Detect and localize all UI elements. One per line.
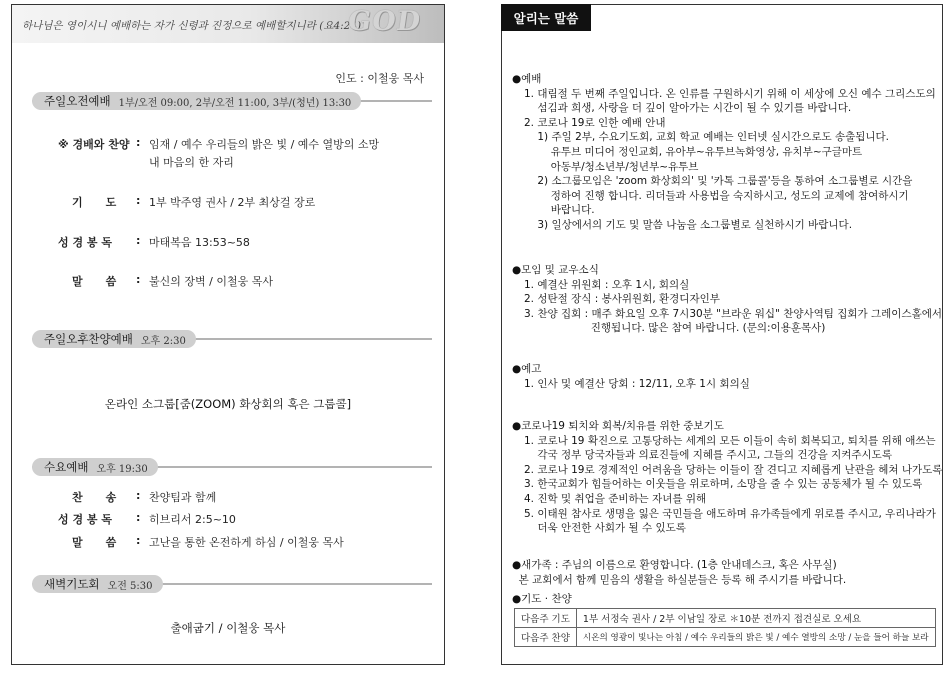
prayer-praise-heading: ●기도 · 찬양 [512, 593, 572, 605]
meetings-news [512, 263, 943, 336]
sermon-value: 고난을 통한 온전하게 하심 / 이철웅 목사 [149, 536, 344, 549]
worship-leader: 인도 : 이철웅 목사 [335, 72, 424, 85]
newcomer-line: 본 교회에서 함께 믿음의 생활을 하실분들은 등록 해 주시기를 바랍니다. [512, 573, 847, 586]
praise-label: ※ 경배와 찬양 [58, 138, 130, 151]
list-item: 1. 코로나 19 확진으로 고통당하는 세계의 모든 이들이 속히 회복되고, 퇴치를 위해 애쓰는 [524, 434, 936, 447]
section-title: 주일오전예배 [44, 94, 111, 108]
prayer-label: 기 도 [72, 196, 117, 209]
list-item: 각국 정부 당국자들과 의료진들에 지혜를 주시고, 그들의 건강을 지켜주시도록 [524, 449, 892, 462]
list-item: 더욱 안전한 사회가 될 수 있도록 [524, 522, 686, 535]
upcoming-notice [512, 362, 932, 391]
praise-value: 임재 / 예수 우리들의 밝은 빛 / 예수 열방의 소망 [149, 138, 380, 151]
list-item: 유투브 미디어 정인교회, 유아부~유투브녹화영상, 유치부~구글마트 [524, 145, 863, 158]
list-item: 아동부/청소년부/청년부~유투브 [524, 160, 699, 173]
list-item: 섬김과 희생, 사랑을 더 깊이 알아가는 시간이 될 수 있기를 바랍니다. [524, 102, 852, 115]
covid-heading: ●코로나19 퇴치와 회복/치유를 위한 중보기도 [512, 420, 724, 432]
table-value: 1부 서정숙 권사 / 2부 이남일 장로 ＊10분 전까지 접견실로 오세요 [576, 609, 935, 628]
section-dawn-prayer [32, 575, 432, 593]
scripture-reading-value: 히브리서 2:5~10 [149, 513, 236, 526]
worship-announcements [512, 72, 936, 233]
section-time: 오전 5:30 [107, 580, 153, 592]
list-item: 3. 한국교회가 힘들어하는 이웃들을 위로하며, 소망을 줄 수 있는 공동체가 될 수 있도록 [524, 478, 923, 491]
god-logo: GOD [345, 6, 424, 37]
meetings-heading: ●모임 및 교우소식 [512, 264, 599, 276]
list-item: 1. 예결산 위원회 : 오후 1시, 회의실 [524, 278, 690, 291]
covid-intercession [512, 419, 943, 536]
scripture-reading-value: 마태복음 13:53~58 [149, 236, 250, 249]
hymn-value: 찬양팀과 함께 [149, 491, 217, 504]
list-item: 정하여 진행 합니다. 리더들과 사용법을 숙지하시고, 성도의 교제에 참여하시기 [524, 189, 909, 202]
verse-banner [12, 5, 444, 43]
sermon-label: 말 씀 [72, 536, 117, 549]
section-title: 새벽기도회 [44, 577, 100, 591]
praise-value-2: 내 마음의 한 자리 [149, 156, 234, 169]
scripture-verse: 하나님은 영이시니 예배하는 자가 신령과 진정으로 예배할지니라 (요4:24) [22, 20, 362, 32]
afternoon-online-note: 온라인 소그룹[줌(ZOOM) 화상회의 혹은 그룹콜] [104, 397, 352, 411]
worship-heading: ●예배 [512, 73, 542, 85]
table-row [515, 628, 936, 647]
newcomer-welcome [512, 558, 932, 587]
scripture-reading-label: 성 경 봉 독 [58, 513, 112, 526]
section-sunday-morning [32, 92, 432, 110]
prayer-value: 1부 박주영 권사 / 2부 최상걸 장로 [149, 196, 316, 209]
list-item: 1. 인사 및 예결산 당회 : 12/11, 오후 1시 회의실 [524, 377, 750, 390]
scripture-reading-label: 성 경 봉 독 [58, 236, 112, 249]
prayer-praise-heading-block [512, 592, 932, 607]
list-item: 2. 성탄절 장식 : 봉사위원회, 환경디자인부 [524, 293, 720, 306]
list-item: 1. 대림절 두 번째 주일입니다. 온 인류를 구원하시기 위해 이 세상에 오신 예수 그리스도의 [524, 87, 936, 100]
notice-heading: ●예고 [512, 363, 542, 375]
section-time: 오후 2:30 [140, 335, 186, 347]
order-of-worship-page: 하나님은 영이시니 예배하는 자가 신령과 진정으로 예배할지니라 (요4:24) GOD 인도 : 이철웅 목사 주일오전예배 1부/오전 09:00, 2부/오전 11:00, 3부/(청년) 13:30 ※ 경배와 찬양 : 임재 / 예수 우리들의 밝은 빛 / 예수 열방의 소망 내 마음의 한 자리 기 도 : 1부 박주영 권사 / 2부 최상걸 장로 성 경 봉 독 : 마태복음 13:53~58 말 씀 : 불신의 장벽 / 이철웅 목사 주일오후찬양예배 오후 2:30 온라인 소그룹[줌(ZOOM) 화상회의 혹은 그룹콜] 수요예배 오후 19:30 찬 송 : 찬양팀과 함께 성 경 봉 독 : 히브리서 2:5~10 말 씀 : 고난을 통한 온전하게 하심 / 이철웅 목사 새벽기도회 오전 5:30 출애굽기 / 이철웅 목사 [11, 4, 445, 665]
table-row [515, 609, 936, 628]
list-item: 바랍니다. [524, 204, 595, 217]
newcomer-line: ●새가족 : 주님의 이름으로 환영합니다. (1층 안내데스크, 혹은 사무실) [512, 559, 837, 571]
list-item: 2) 소그룹모임은 'zoom 화상회의' 및 '카톡 그룹콜'등을 통하여 소그룹별로 시간을 [524, 175, 913, 188]
sermon-label: 말 씀 [72, 275, 117, 288]
announcements-tab: 알리는 말씀 [501, 4, 591, 31]
list-item: 2. 코로나 19로 인한 예배 안내 [524, 116, 666, 129]
section-wednesday [32, 458, 432, 476]
section-title: 주일오후찬양예배 [44, 332, 133, 346]
list-item: 3. 찬양 집회 : 매주 화요일 오후 7시30분 "브라운 워십" 찬양사역팀 집회가 그레이스홀에서 [524, 307, 943, 320]
hymn-label: 찬 송 [72, 491, 117, 504]
section-time: 오후 19:30 [96, 463, 148, 475]
section-time: 1부/오전 09:00, 2부/오전 11:00, 3부/(청년) 13:30 [118, 97, 352, 109]
prayer-praise-table [514, 608, 936, 647]
table-value: 시온의 영광이 빛나는 아침 / 예수 우리들의 밝은 빛 / 예수 열방의 소망 / 눈을 들어 하늘 보라 [576, 628, 935, 647]
list-item: 진행됩니다. 많은 참여 바랍니다. (문의:이용훈목사) [524, 322, 826, 335]
list-item: 2. 코로나 19로 경제적인 어려움을 당하는 이들이 잘 견디고 지혜롭게 난관을 헤쳐 나가도록 [524, 463, 943, 476]
list-item: 1) 주일 2부, 수요기도회, 교회 학교 예배는 인터넷 실시간으로도 송출됩니다. [524, 131, 890, 144]
section-sunday-afternoon [32, 330, 432, 348]
list-item: 3) 일상에서의 기도 및 말씀 나눔을 소그룹별로 실천하시기 바랍니다. [524, 218, 853, 231]
announcements-page [501, 4, 943, 665]
table-key: 다음주 기도 [515, 609, 577, 628]
table-key: 다음주 찬양 [515, 628, 577, 647]
sermon-value: 불신의 장벽 / 이철웅 목사 [149, 275, 273, 288]
list-item: 4. 진학 및 취업을 준비하는 자녀를 위해 [524, 492, 707, 505]
dawn-note: 출애굽기 / 이철웅 목사 [170, 621, 286, 635]
list-item: 5. 이태원 참사로 생명을 잃은 국민들을 애도하며 유가족들에게 위로를 주시고, 우리나라가 [524, 507, 936, 520]
section-title: 수요예배 [44, 460, 89, 474]
